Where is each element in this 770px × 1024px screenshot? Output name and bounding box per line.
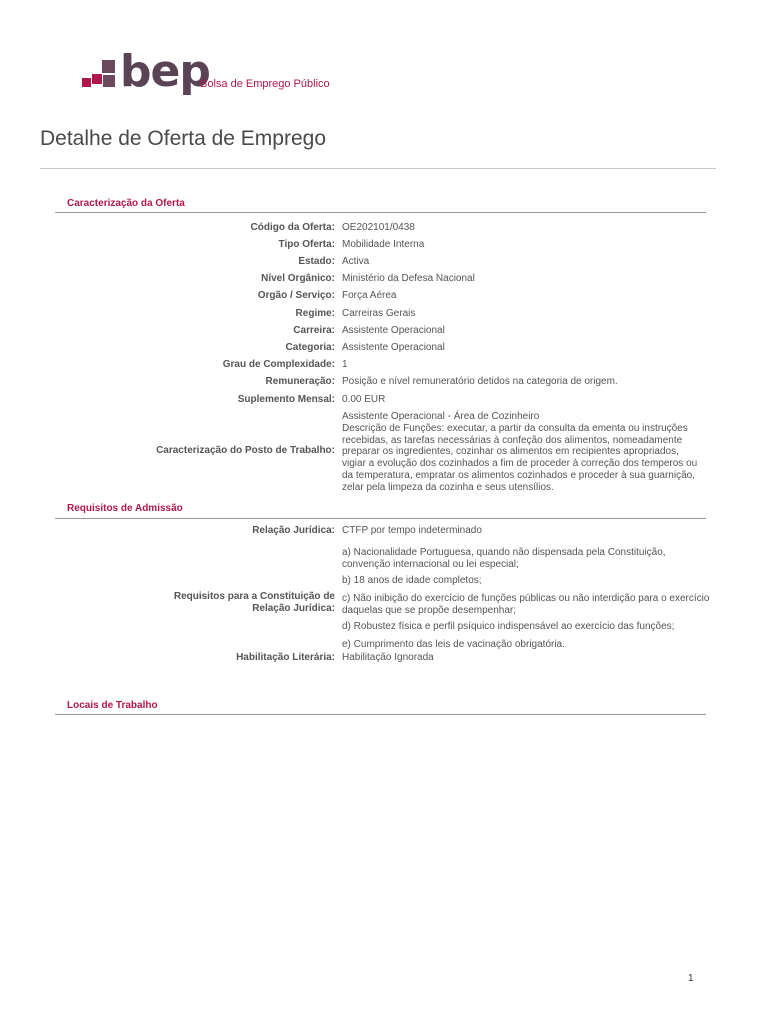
section-divider <box>55 518 706 519</box>
posto-line: zelar pela limpeza da cozinha e seus utensílios. <box>342 481 554 493</box>
posto-line: recebidas, as tarefas necessárias à confeção dos alimentos, nomeadamente <box>342 434 683 446</box>
title-divider <box>40 168 716 169</box>
field-label: Carreira: <box>293 325 335 336</box>
section-title-caracterizacao: Caracterização da Oferta <box>67 198 185 209</box>
field-label: Suplemento Mensal: <box>237 394 335 405</box>
field-label: Caracterização do Posto de Trabalho: <box>156 445 335 456</box>
logo-subtitle: Bolsa de Emprego Público <box>200 78 330 90</box>
field-value: Força Aérea <box>342 290 397 301</box>
field-label: Código da Oferta: <box>250 222 335 233</box>
field-value: Mobilidade Interna <box>342 239 425 250</box>
field-label: Regime: <box>295 308 335 319</box>
page-title: Detalhe de Oferta de Emprego <box>40 127 327 150</box>
requisito-item: c) Não inibição do exercício de funções públicas ou não interdição para o exercício daquelas que se propõe desempenhar; <box>342 593 710 616</box>
field-value: Habilitação Ignorada <box>342 652 434 663</box>
field-value: OE202101/0438 <box>342 222 415 233</box>
field-value: CTFP por tempo indeterminado <box>342 525 482 536</box>
field-label: Remuneração: <box>265 376 335 387</box>
section-title-locais: Locais de Trabalho <box>67 700 158 711</box>
field-label: Relação Jurídica: <box>252 525 335 536</box>
field-value: Activa <box>342 256 370 267</box>
field-label <box>174 591 335 615</box>
field-label: Orgão / Serviço: <box>257 290 335 301</box>
posto-line: Descrição de Funções: executar, a partir da consulta da ementa ou instruções <box>342 422 688 434</box>
posto-line: vigiar a evolução dos cozinhados a fim de proceder à correção dos temperos ou <box>342 458 698 470</box>
section-divider <box>55 212 706 213</box>
logo-wordmark: bep <box>120 46 210 97</box>
requisito-item: a) Nacionalidade Portuguesa, quando não dispensada pela Constituição, convenção internacional ou lei especial; <box>342 547 666 570</box>
field-label: Grau de Complexidade: <box>222 359 335 370</box>
field-value: Carreiras Gerais <box>342 308 416 319</box>
field-label: Tipo Oferta: <box>278 239 335 250</box>
label-line: Requisitos para a Constituição de <box>173 591 335 602</box>
field-value: Ministério da Defesa Nacional <box>342 273 475 284</box>
field-value: Posição e nível remuneratório detidos na categoria de origem. <box>342 376 618 387</box>
page-number: 1 <box>688 973 694 984</box>
field-label: Nível Orgânico: <box>261 273 335 284</box>
requisito-item: b) 18 anos de idade completos; <box>342 575 482 586</box>
section-title-requisitos: Requisitos de Admissão <box>67 503 183 514</box>
field-value: Assistente Operacional <box>342 325 445 336</box>
logo-squares-icon <box>80 58 120 94</box>
field-label: Categoria: <box>285 342 335 353</box>
field-label: Habilitação Literária: <box>236 652 335 663</box>
requisito-item: d) Robustez física e perfil psíquico indispensável ao exercício das funções; <box>342 621 675 632</box>
posto-line: preparar os ingredientes, cozinhar os alimentos em recipientes apropriados, <box>342 446 679 458</box>
field-value: 1 <box>342 359 348 370</box>
label-line: Relação Jurídica: <box>252 603 335 614</box>
section-divider <box>55 714 706 715</box>
posto-line: da temperatura, empratar os alimentos cozinhados e proceder à sua guarnição, <box>342 469 695 481</box>
requisitos-list <box>342 547 714 651</box>
field-label: Estado: <box>298 256 335 267</box>
requisito-item: e) Cumprimento das leis de vacinação obrigatória. <box>342 639 565 650</box>
field-value: Assistente Operacional <box>342 342 445 353</box>
posto-line: Assistente Operacional - Área de Cozinheiro <box>342 411 540 422</box>
field-value: 0.00 EUR <box>342 394 386 405</box>
posto-description <box>342 411 714 494</box>
